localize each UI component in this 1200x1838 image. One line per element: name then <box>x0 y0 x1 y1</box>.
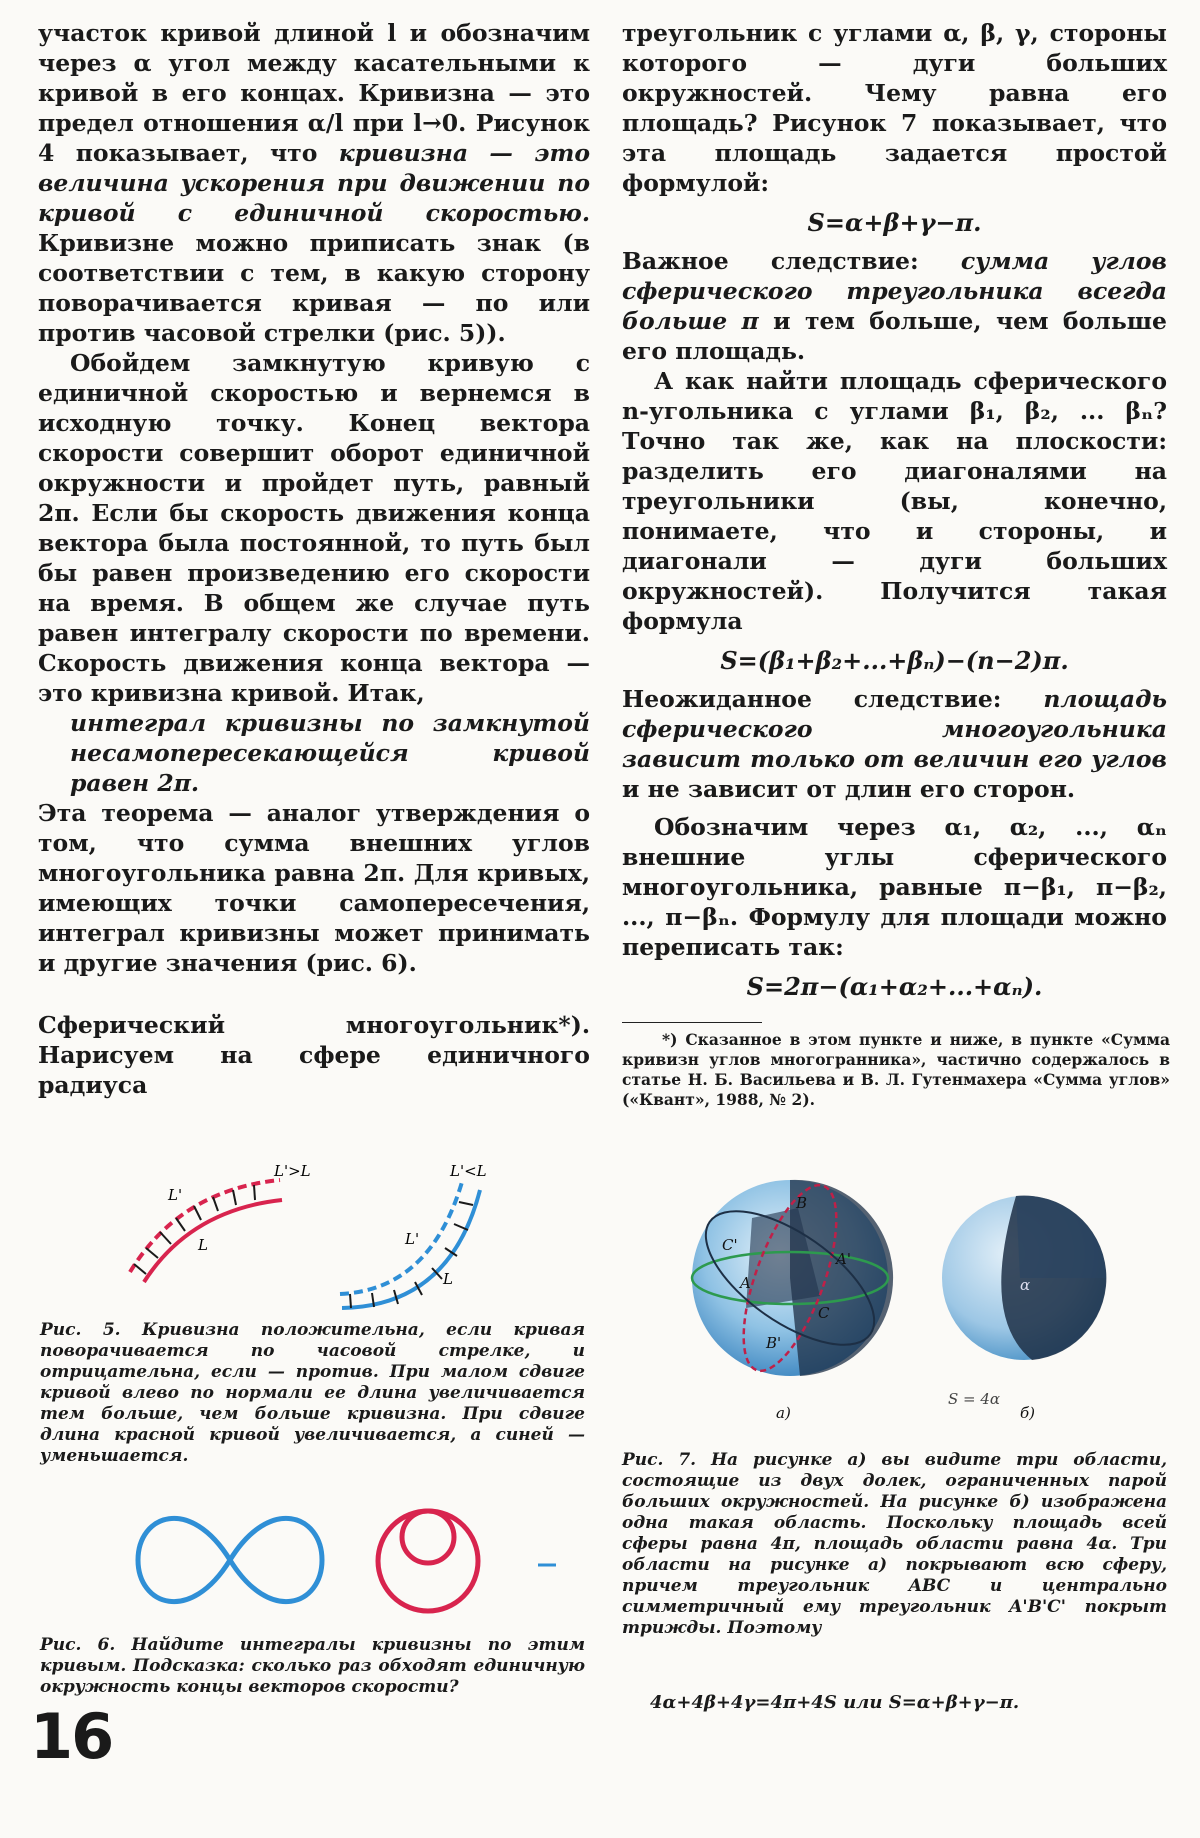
blue-label-L: L <box>443 1270 453 1288</box>
figure-eight-curve <box>138 1518 322 1601</box>
loop-curve-inner <box>402 1511 454 1563</box>
blue-label-cmp: L'<L <box>450 1162 487 1180</box>
figure-6-caption: Рис. 6. Найдите интегралы кривизны по этим кривым. Подсказка: сколько раз обходят единичную окружность концы векторов скорости? <box>40 1635 585 1697</box>
left-p1-text: участок кривой длиной l и обозначим через α угол между касательными к кривой в его концах. Кривизна — это предел отношения α/l при l→0. Рисунок 4 показывает, что <box>38 19 590 167</box>
left-p1-end: Кривизне можно приписать знак (в соответствии с тем, в какую сторону поворачивается кривая — по или против часовой стрелки (рис. 5)). <box>38 229 590 347</box>
figure-7 <box>680 1178 1140 1433</box>
red-label-cmp: L'>L <box>274 1162 311 1180</box>
section-heading: Сферический многоугольник*). <box>38 1011 590 1039</box>
formula-exterior-angles: S=2π−(α₁+α₂+...+αₙ). <box>746 972 1043 1001</box>
subfigure-b-label: б) <box>1020 1404 1036 1422</box>
angle-alpha-label: α <box>1020 1276 1031 1294</box>
footnote-rule <box>622 1022 762 1023</box>
page-number: 16 <box>30 1700 113 1773</box>
right-column <box>622 18 1167 1010</box>
left-p1-italic: кривизна — это величина ускорения при движении по кривой с единичной скоростью. <box>38 139 590 227</box>
right-p2-end: и тем больше, чем больше его площадь. <box>622 307 1167 365</box>
vertex-C-prime: C' <box>722 1236 738 1254</box>
sphere-b <box>942 1196 1106 1408</box>
left-paragraph-2: Обойдем замкнутую кривую с единичной скоростью и вернемся в исходную точку. Конец вектора скорости совершит оборот единичной окружности и пройдет путь, равный 2π. Если бы скорость движения конца вектора была постоянной, то путь был бы равен произведению его скорости на время. В общем же случае путь равен интегралу скорости по времени. Скорость движения конца вектора — это кривизна кривой. Итак, <box>38 349 590 707</box>
left-column <box>38 18 590 1100</box>
figure-5-caption: Рис. 5. Кривизна положительна, если кривая поворачивается по часовой стрелке, и отрицательна, если — против. При малом сдвиге кривой влево по нормали ее длина увеличивается тем больше, чем больше кривизна. При сдвиге длина красной кривой увеличивается, а синей — уменьшается. <box>40 1320 585 1466</box>
vertex-A-prime: A' <box>836 1250 851 1268</box>
figure-6 <box>130 1495 560 1625</box>
subfigure-a-label: а) <box>776 1404 791 1422</box>
vertex-C: C <box>818 1304 830 1322</box>
vertex-B: B <box>796 1194 808 1212</box>
red-label-L1: L' <box>168 1186 183 1204</box>
right-paragraph-1: треугольник с углами α, β, γ, стороны которого — дуги больших окружностей. Чему равна его площадь? Рисунок 7 показывает, что эта площадь задается простой формулой: <box>622 19 1167 197</box>
blue-curve-inner <box>342 1190 480 1308</box>
blue-label-L1: L' <box>405 1230 420 1248</box>
right-p4-italic: площадь сферического многоугольника зависит только от величин его углов <box>622 685 1167 773</box>
left-p4-text: Нарисуем на сфере единичного радиуса <box>38 1041 590 1099</box>
formula-triangle-area: S=α+β+γ−π. <box>807 208 982 237</box>
right-paragraph-3: А как найти площадь сферического n-угольника с углами β₁, β₂, ... βₙ? Точно так же, как на плоскости: разделить его диагоналями на треугольники (вы, конечно, понимаете, что и стороны, и диагонали — дуги больших окружностей). Получится такая формула <box>622 367 1167 635</box>
right-p2-italic: сумма углов сферического треугольника всегда больше π <box>622 247 1167 335</box>
left-paragraph-1 <box>38 18 590 348</box>
vertex-A: A <box>740 1274 751 1292</box>
figure-7-caption: Рис. 7. На рисунке а) вы видите три области, состоящие из двух долек, ограниченных парой больших окружностей. На рисунке б) изображена одна такая область. Поскольку площадь всей сферы равна 4π, площадь области равна 4α. Три области на рисунке а) покрывают всю сферу, причем треугольник ABC и центрально симметричный ему треугольник A'B'C' покрыт трижды. Поэтому <box>622 1450 1167 1638</box>
footnote: *) Сказанное в этом пункте и ниже, в пункте «Сумма кривизн углов многогранника», частично содержалось в статье Н. Б. Васильева и В. Л. Гутенмахера «Сумма углов» («Квант», 1988, № 2). <box>622 1030 1170 1109</box>
right-paragraph-4 <box>622 684 1167 804</box>
right-paragraph-5: Обозначим через α₁, α₂, ..., αₙ внешние углы сферического многоугольника, равные π−β₁, π−β₂, ..., π−βₙ. Формулу для площади можно переписать так: <box>622 813 1167 961</box>
figure-5 <box>110 1160 530 1310</box>
vertex-B-prime: B' <box>766 1334 782 1352</box>
red-label-L: L <box>198 1236 208 1254</box>
right-p2-start: Важное следствие: <box>622 247 961 275</box>
right-p4-start: Неожиданное следствие: <box>622 685 1044 713</box>
red-curve-outer <box>130 1180 280 1272</box>
red-curve-inner <box>144 1200 282 1282</box>
sphere-a <box>684 1178 895 1382</box>
left-paragraph-4 <box>38 1010 590 1100</box>
formula-polygon-area: S=(β₁+β₂+...+βₙ)−(n−2)π. <box>720 646 1069 675</box>
right-paragraph-2 <box>622 246 1167 366</box>
theorem-text: интеграл кривизны по замкнутой несамопересекающейся кривой равен 2π. <box>70 709 590 797</box>
area-label: S = 4α <box>948 1390 1001 1408</box>
left-paragraph-3: Эта теорема — аналог утверждения о том, что сумма внешних углов многоугольника равна 2π. Для кривых, имеющих точки самопересечения, интеграл кривизны может принимать и другие значения (рис. 6). <box>38 799 590 977</box>
right-p4-end: и не зависит от длин его сторон. <box>622 775 1076 803</box>
figure-7-formula: 4α+4β+4γ=4π+4S или S=α+β+γ−π. <box>650 1692 1020 1713</box>
